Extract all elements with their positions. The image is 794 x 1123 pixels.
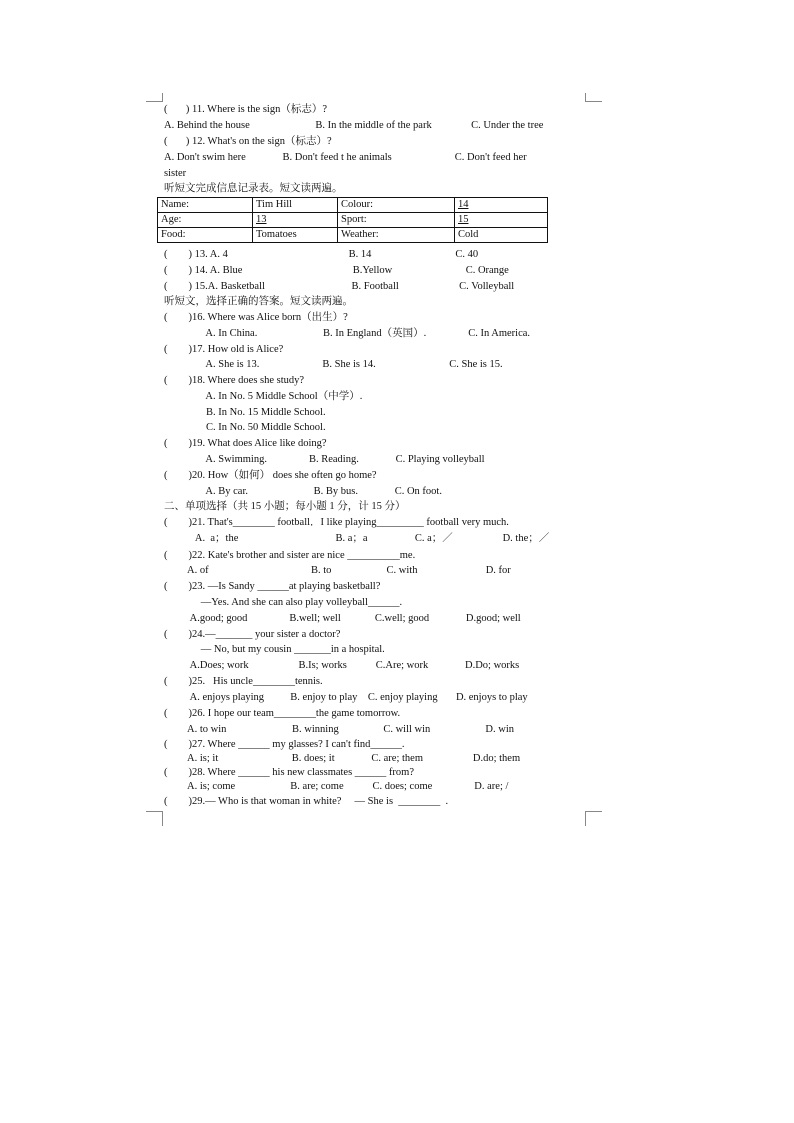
crop-mark-top-right [585, 93, 602, 102]
question-23: ( )23. —Is Sandy ______at playing basketball? [164, 581, 381, 592]
question-25: ( )25. His uncle________tennis. [164, 676, 323, 687]
section-heading-single-choice: 二、单项选择（共 15 小题；每小题 1 分，计 15 分） [164, 501, 406, 512]
table-cell: Colour: [338, 198, 455, 213]
table-cell: Sport: [338, 213, 455, 228]
crop-mark-top-left [146, 93, 163, 102]
crop-mark-bottom-left [146, 811, 163, 826]
question-18: ( )18. Where does she study? [164, 375, 305, 386]
question-23-options: A.good; good B.well; well C.well; good D.good; well [164, 613, 521, 624]
question-21-options: A. a；the B. a；a C. a；／ D. the；／ [164, 533, 550, 544]
question-18-option-a: A. In No. 5 Middle School（中学）. [164, 391, 363, 402]
question-12-options: A. Don't swim here B. Don't feed t he animals C. Don't feed her [164, 152, 527, 163]
question-28-options: A. is; come B. are; come C. does; come D. are; / [164, 781, 509, 792]
question-18-option-b: B. In No. 15 Middle School. [164, 407, 326, 418]
table-cell: Weather: [338, 228, 455, 243]
table-cell [455, 198, 548, 213]
question-15: ( ) 15.A. Basketball B. Football C. Volleyball [164, 281, 515, 292]
question-19: ( )19. What does Alice like doing? [164, 438, 327, 449]
table-cell: Cold [455, 228, 548, 243]
question-17: ( )17. How old is Alice? [164, 344, 284, 355]
crop-mark-bottom-right [585, 811, 602, 826]
question-18-option-c: C. In No. 50 Middle School. [164, 422, 326, 433]
info-record-table [157, 197, 548, 243]
table-cell: Tomatoes [253, 228, 338, 243]
table-row [158, 198, 548, 213]
question-12: ( ) 12. What's on the sign（标志）? [164, 136, 332, 147]
question-22-options: A. of B. to C. with D. for [164, 565, 511, 576]
question-11-options: A. Behind the house B. In the middle of the park C. Under the tree [164, 120, 544, 131]
table-cell [253, 213, 338, 228]
blank-number: 15 [458, 214, 469, 225]
question-20: ( )20. How（如何） does she often go home? [164, 470, 377, 481]
question-26: ( )26. I hope our team________the game tomorrow. [164, 708, 401, 719]
question-16-options: A. In China. B. In England（英国）. C. In America. [164, 328, 531, 339]
blank-number: 13 [256, 214, 267, 225]
question-24-line-2: — No, but my cousin _______in a hospital. [164, 644, 385, 655]
question-22: ( )22. Kate's brother and sister are nice __________me. [164, 550, 416, 561]
table-cell: Name: [158, 198, 253, 213]
question-14: ( ) 14. A. Blue B.Yellow C. Orange [164, 265, 509, 276]
question-23-line-2: —Yes. And she can also play volleyball______. [164, 597, 403, 608]
table-cell: Age: [158, 213, 253, 228]
question-27-options: A. is; it B. does; it C. are; them D.do; them [164, 753, 521, 764]
question-11: ( ) 11. Where is the sign（标志）? [164, 104, 328, 115]
blank-number: 14 [458, 199, 469, 210]
question-12-options-wrap: sister [164, 168, 187, 179]
question-19-options: A. Swimming. B. Reading. C. Playing volleyball [164, 454, 485, 465]
table-row [158, 228, 548, 243]
section-instruction-table: 听短文完成信息记录表。短文读两遍。 [164, 183, 343, 194]
question-26-options: A. to win B. winning C. will win D. win [164, 724, 515, 735]
question-25-options: A. enjoys playing B. enjoy to play C. enjoy playing D. enjoys to play [164, 692, 528, 703]
question-13: ( ) 13. A. 4 B. 14 C. 40 [164, 249, 479, 260]
question-28: ( )28. Where ______ his new classmates ______ from? [164, 767, 415, 778]
question-17-options: A. She is 13. B. She is 14. C. She is 15. [164, 359, 503, 370]
question-29: ( )29.— Who is that woman in white? — She is ________ . [164, 796, 449, 807]
question-24: ( )24.—_______ your sister a doctor? [164, 629, 341, 640]
table-cell: Food: [158, 228, 253, 243]
section-instruction-choice: 听短文，选择正确的答案。短文读两遍。 [164, 296, 353, 307]
table-cell [455, 213, 548, 228]
table-row [158, 213, 548, 228]
question-16: ( )16. Where was Alice born（出生）? [164, 312, 348, 323]
table-cell: Tim Hill [253, 198, 338, 213]
question-24-options: A.Does; work B.Is; works C.Are; work D.Do; works [164, 660, 520, 671]
question-20-options: A. By car. B. By bus. C. On foot. [164, 486, 442, 497]
question-21: ( )21. That's________ football．I like playing_________ football very much. [164, 517, 509, 528]
question-27: ( )27. Where ______ my glasses? I can't find______. [164, 739, 405, 750]
